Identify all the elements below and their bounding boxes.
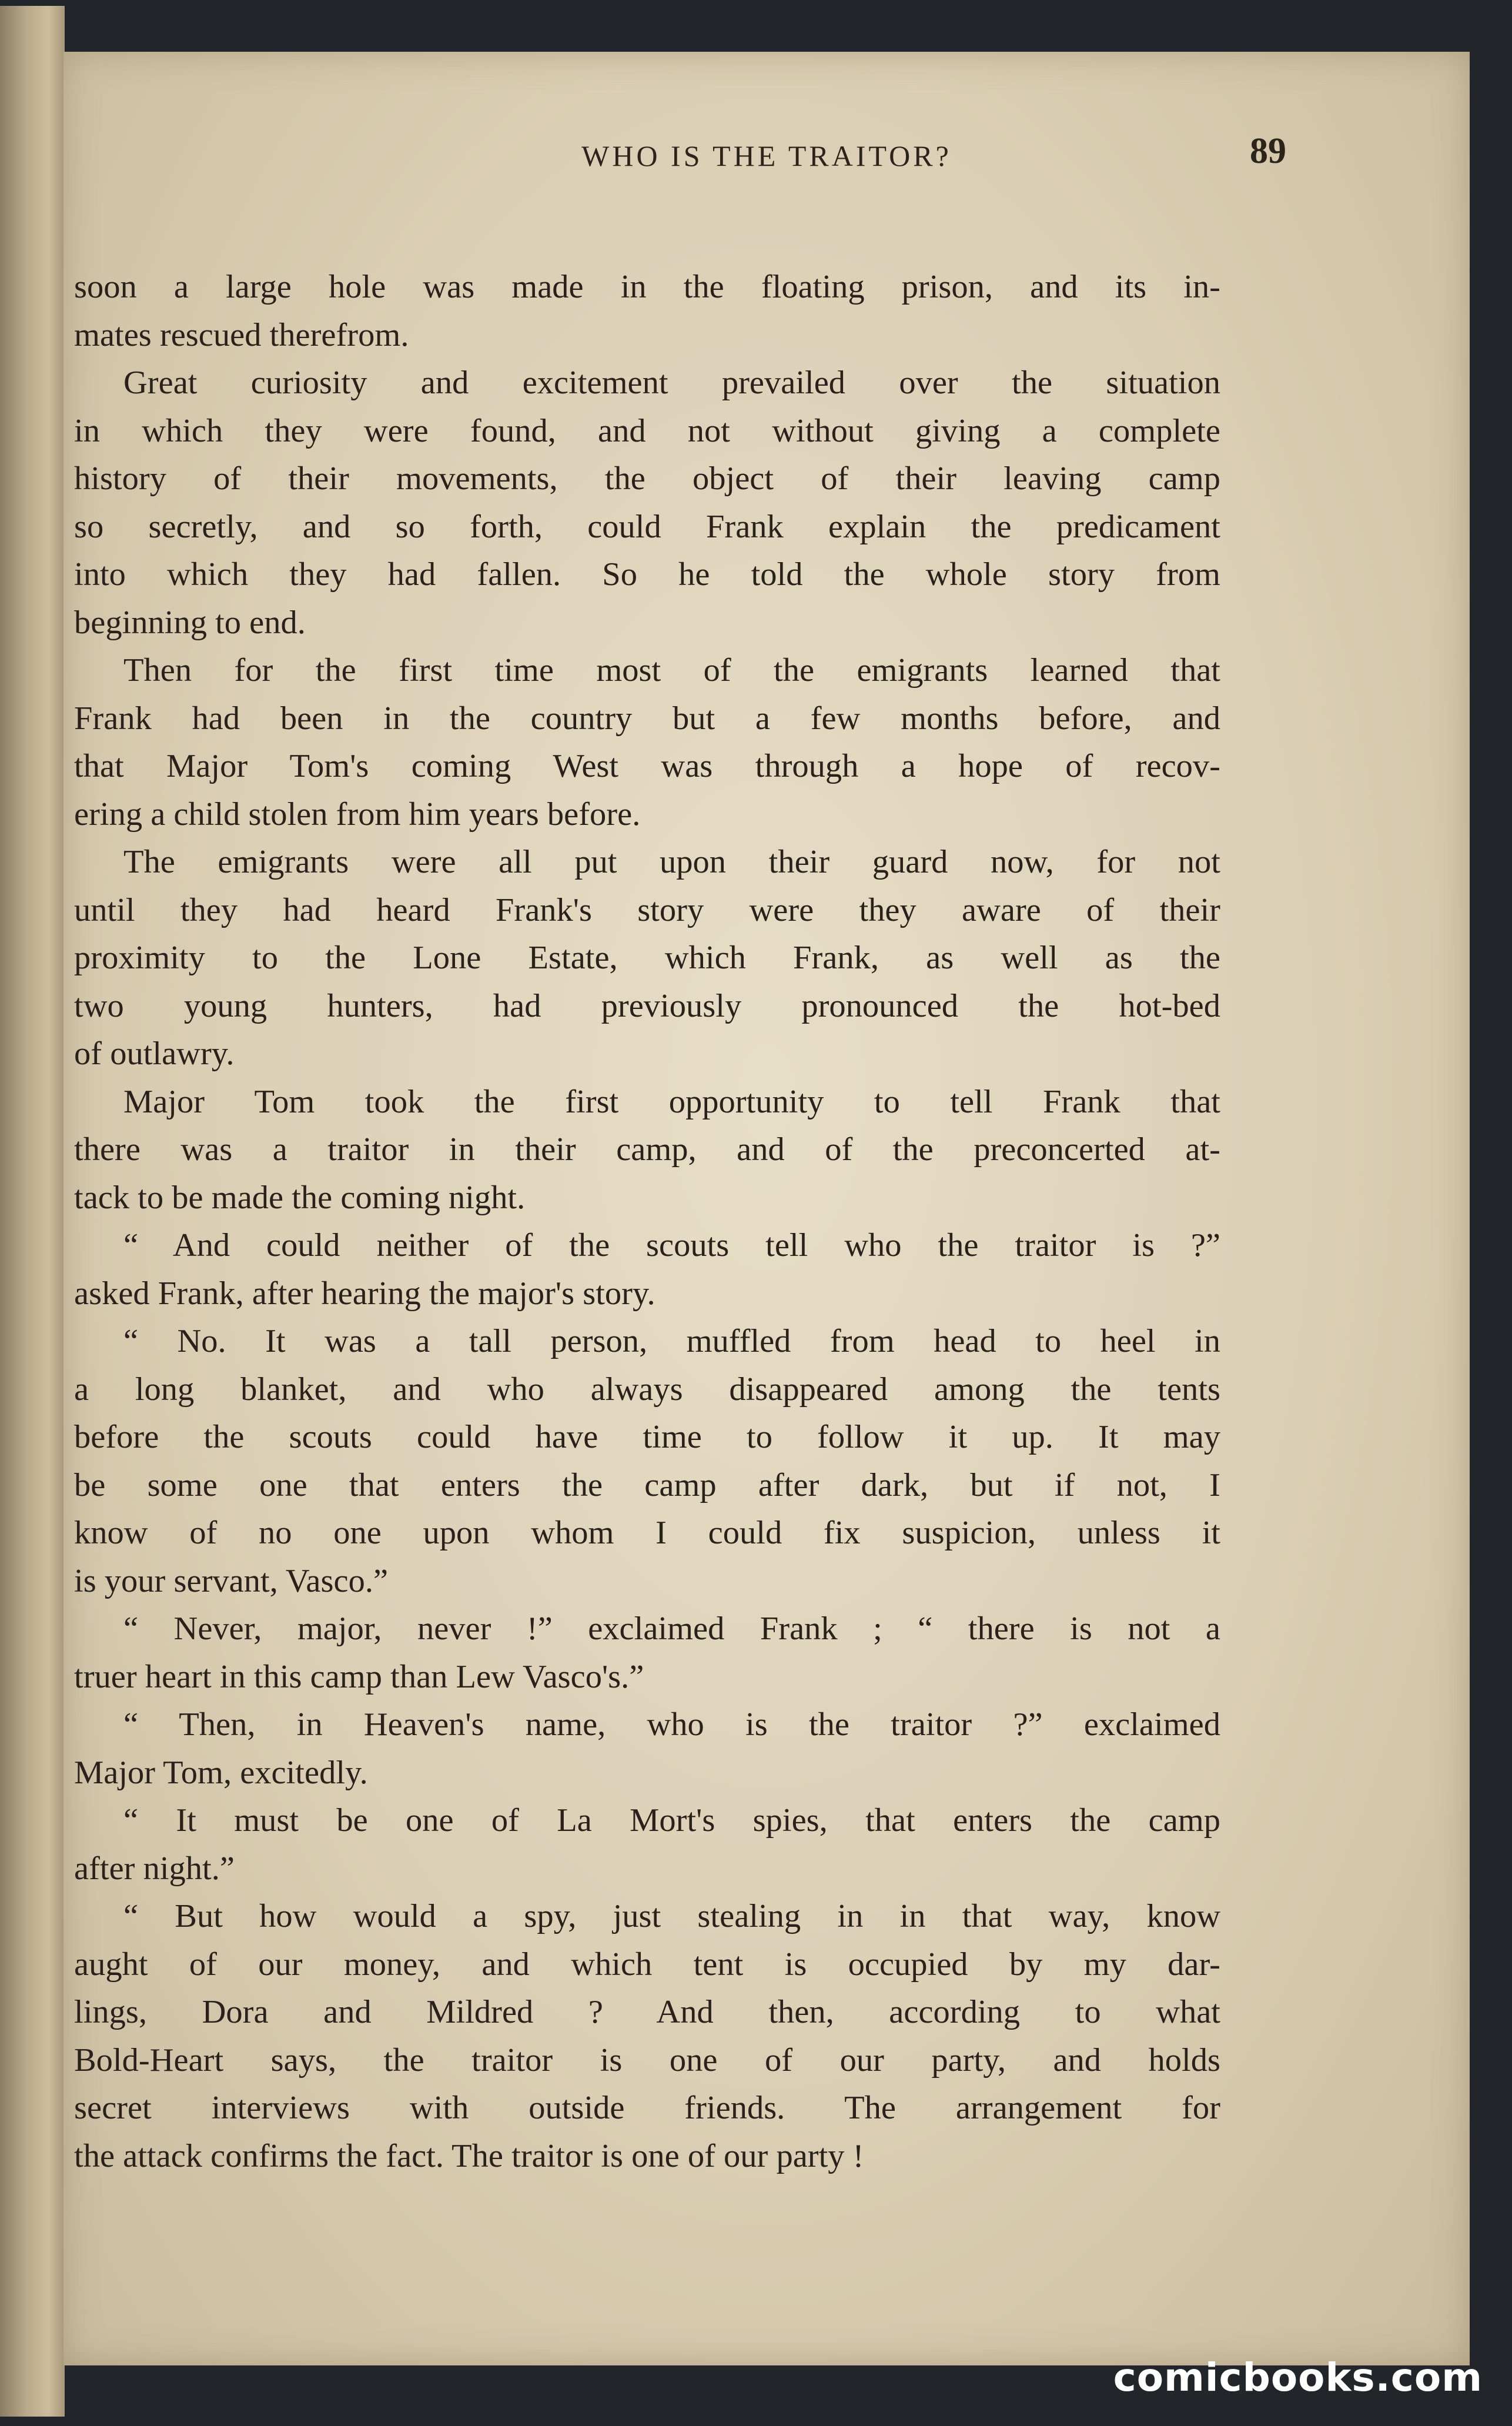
text-line: in which they were found, and not without giving a complete bbox=[74, 412, 1220, 449]
text-line: that Major Tom's coming West was through a hope of recov- bbox=[74, 748, 1220, 784]
site-watermark: comicbooks.com bbox=[1113, 2355, 1483, 2400]
paragraph bbox=[74, 1078, 1220, 1222]
paragraph bbox=[74, 1701, 1220, 1797]
text-line: tack to be made the coming night. bbox=[74, 1179, 526, 1216]
text-line: soon a large hole was made in the floating prison, and its in- bbox=[74, 269, 1220, 305]
paragraph bbox=[74, 263, 1220, 359]
text-line: before the scouts could have time to follow it up. It may bbox=[74, 1419, 1220, 1455]
book-spine bbox=[0, 6, 65, 2417]
paragraph bbox=[74, 1605, 1220, 1701]
text-line: Great curiosity and excitement prevailed over the situation bbox=[123, 365, 1220, 401]
text-line: be some one that enters the camp after dark, but if not, I bbox=[74, 1466, 1220, 1503]
text-line: “ It must be one of La Mort's spies, that enters the camp bbox=[123, 1802, 1220, 1839]
text-line: Then for the first time most of the emigrants learned that bbox=[123, 652, 1220, 689]
body-text bbox=[74, 263, 1220, 2180]
text-line: Bold-Heart says, the traitor is one of our party, and holds bbox=[74, 2041, 1220, 2079]
text-line: “ Then, in Heaven's name, who is the traitor ?” exclaimed bbox=[123, 1706, 1220, 1743]
text-line: a long blanket, and who always disappeared among the tents bbox=[74, 1371, 1220, 1408]
text-line: Frank had been in the country but a few months before, and bbox=[74, 700, 1220, 737]
text-line: two young hunters, had previously pronounced the hot-bed bbox=[74, 987, 1220, 1024]
text-line: ering a child stolen from him years before. bbox=[74, 796, 641, 833]
running-title: WHO IS THE TRAITOR? bbox=[581, 139, 952, 172]
text-line: there was a traitor in their camp, and of the preconcerted at- bbox=[74, 1131, 1220, 1168]
paragraph bbox=[74, 1222, 1220, 1318]
text-line: of outlawry. bbox=[74, 1035, 235, 1072]
running-head bbox=[63, 122, 1470, 187]
text-line: asked Frank, after hearing the major's story. bbox=[74, 1275, 655, 1312]
paragraph bbox=[74, 1893, 1220, 2180]
text-line: truer heart in this camp than Lew Vasco's.” bbox=[74, 1658, 644, 1695]
page-number: 89 bbox=[1250, 131, 1286, 171]
paragraph bbox=[74, 1318, 1220, 1605]
text-line: secret interviews with outside friends. The arrangement for bbox=[74, 2090, 1220, 2126]
text-line: the attack confirms the fact. The traitor is one of our party ! bbox=[74, 2137, 864, 2174]
text-line: lings, Dora and Mildred ? And then, according to what bbox=[74, 1994, 1220, 2030]
paragraph bbox=[74, 1797, 1220, 1893]
text-line: beginning to end. bbox=[74, 604, 306, 641]
text-line: “ But how would a spy, just stealing in in that way, know bbox=[123, 1898, 1220, 1934]
text-line: “ No. It was a tall person, muffled from head to heel in bbox=[123, 1323, 1220, 1359]
text-line: Major Tom took the first opportunity to tell Frank that bbox=[123, 1083, 1220, 1120]
text-line: so secretly, and so forth, could Frank explain the predicament bbox=[74, 508, 1220, 545]
text-line: after night.” bbox=[74, 1850, 235, 1887]
text-line: “ Never, major, never !” exclaimed Frank ; “ there is not a bbox=[123, 1610, 1220, 1647]
text-line: until they had heard Frank's story were they aware of their bbox=[74, 891, 1220, 928]
paragraph bbox=[74, 838, 1220, 1078]
paragraph bbox=[74, 359, 1220, 647]
text-line: aught of our money, and which tent is occupied by my dar- bbox=[74, 1946, 1220, 1983]
text-line: into which they had fallen. So he told the whole story from bbox=[74, 556, 1220, 593]
text-line: history of their movements, the object of their leaving camp bbox=[74, 460, 1220, 497]
text-line: “ And could neither of the scouts tell who the traitor is ?” bbox=[123, 1227, 1220, 1264]
paragraph bbox=[74, 647, 1220, 838]
text-line: is your servant, Vasco.” bbox=[74, 1562, 389, 1599]
text-line: mates rescued therefrom. bbox=[74, 316, 409, 353]
text-line: know of no one upon whom I could fix suspicion, unless it bbox=[74, 1515, 1220, 1551]
text-line: The emigrants were all put upon their guard now, for not bbox=[123, 844, 1220, 880]
text-line: Major Tom, excitedly. bbox=[74, 1754, 368, 1791]
text-line: proximity to the Lone Estate, which Frank, as well as the bbox=[74, 940, 1220, 976]
